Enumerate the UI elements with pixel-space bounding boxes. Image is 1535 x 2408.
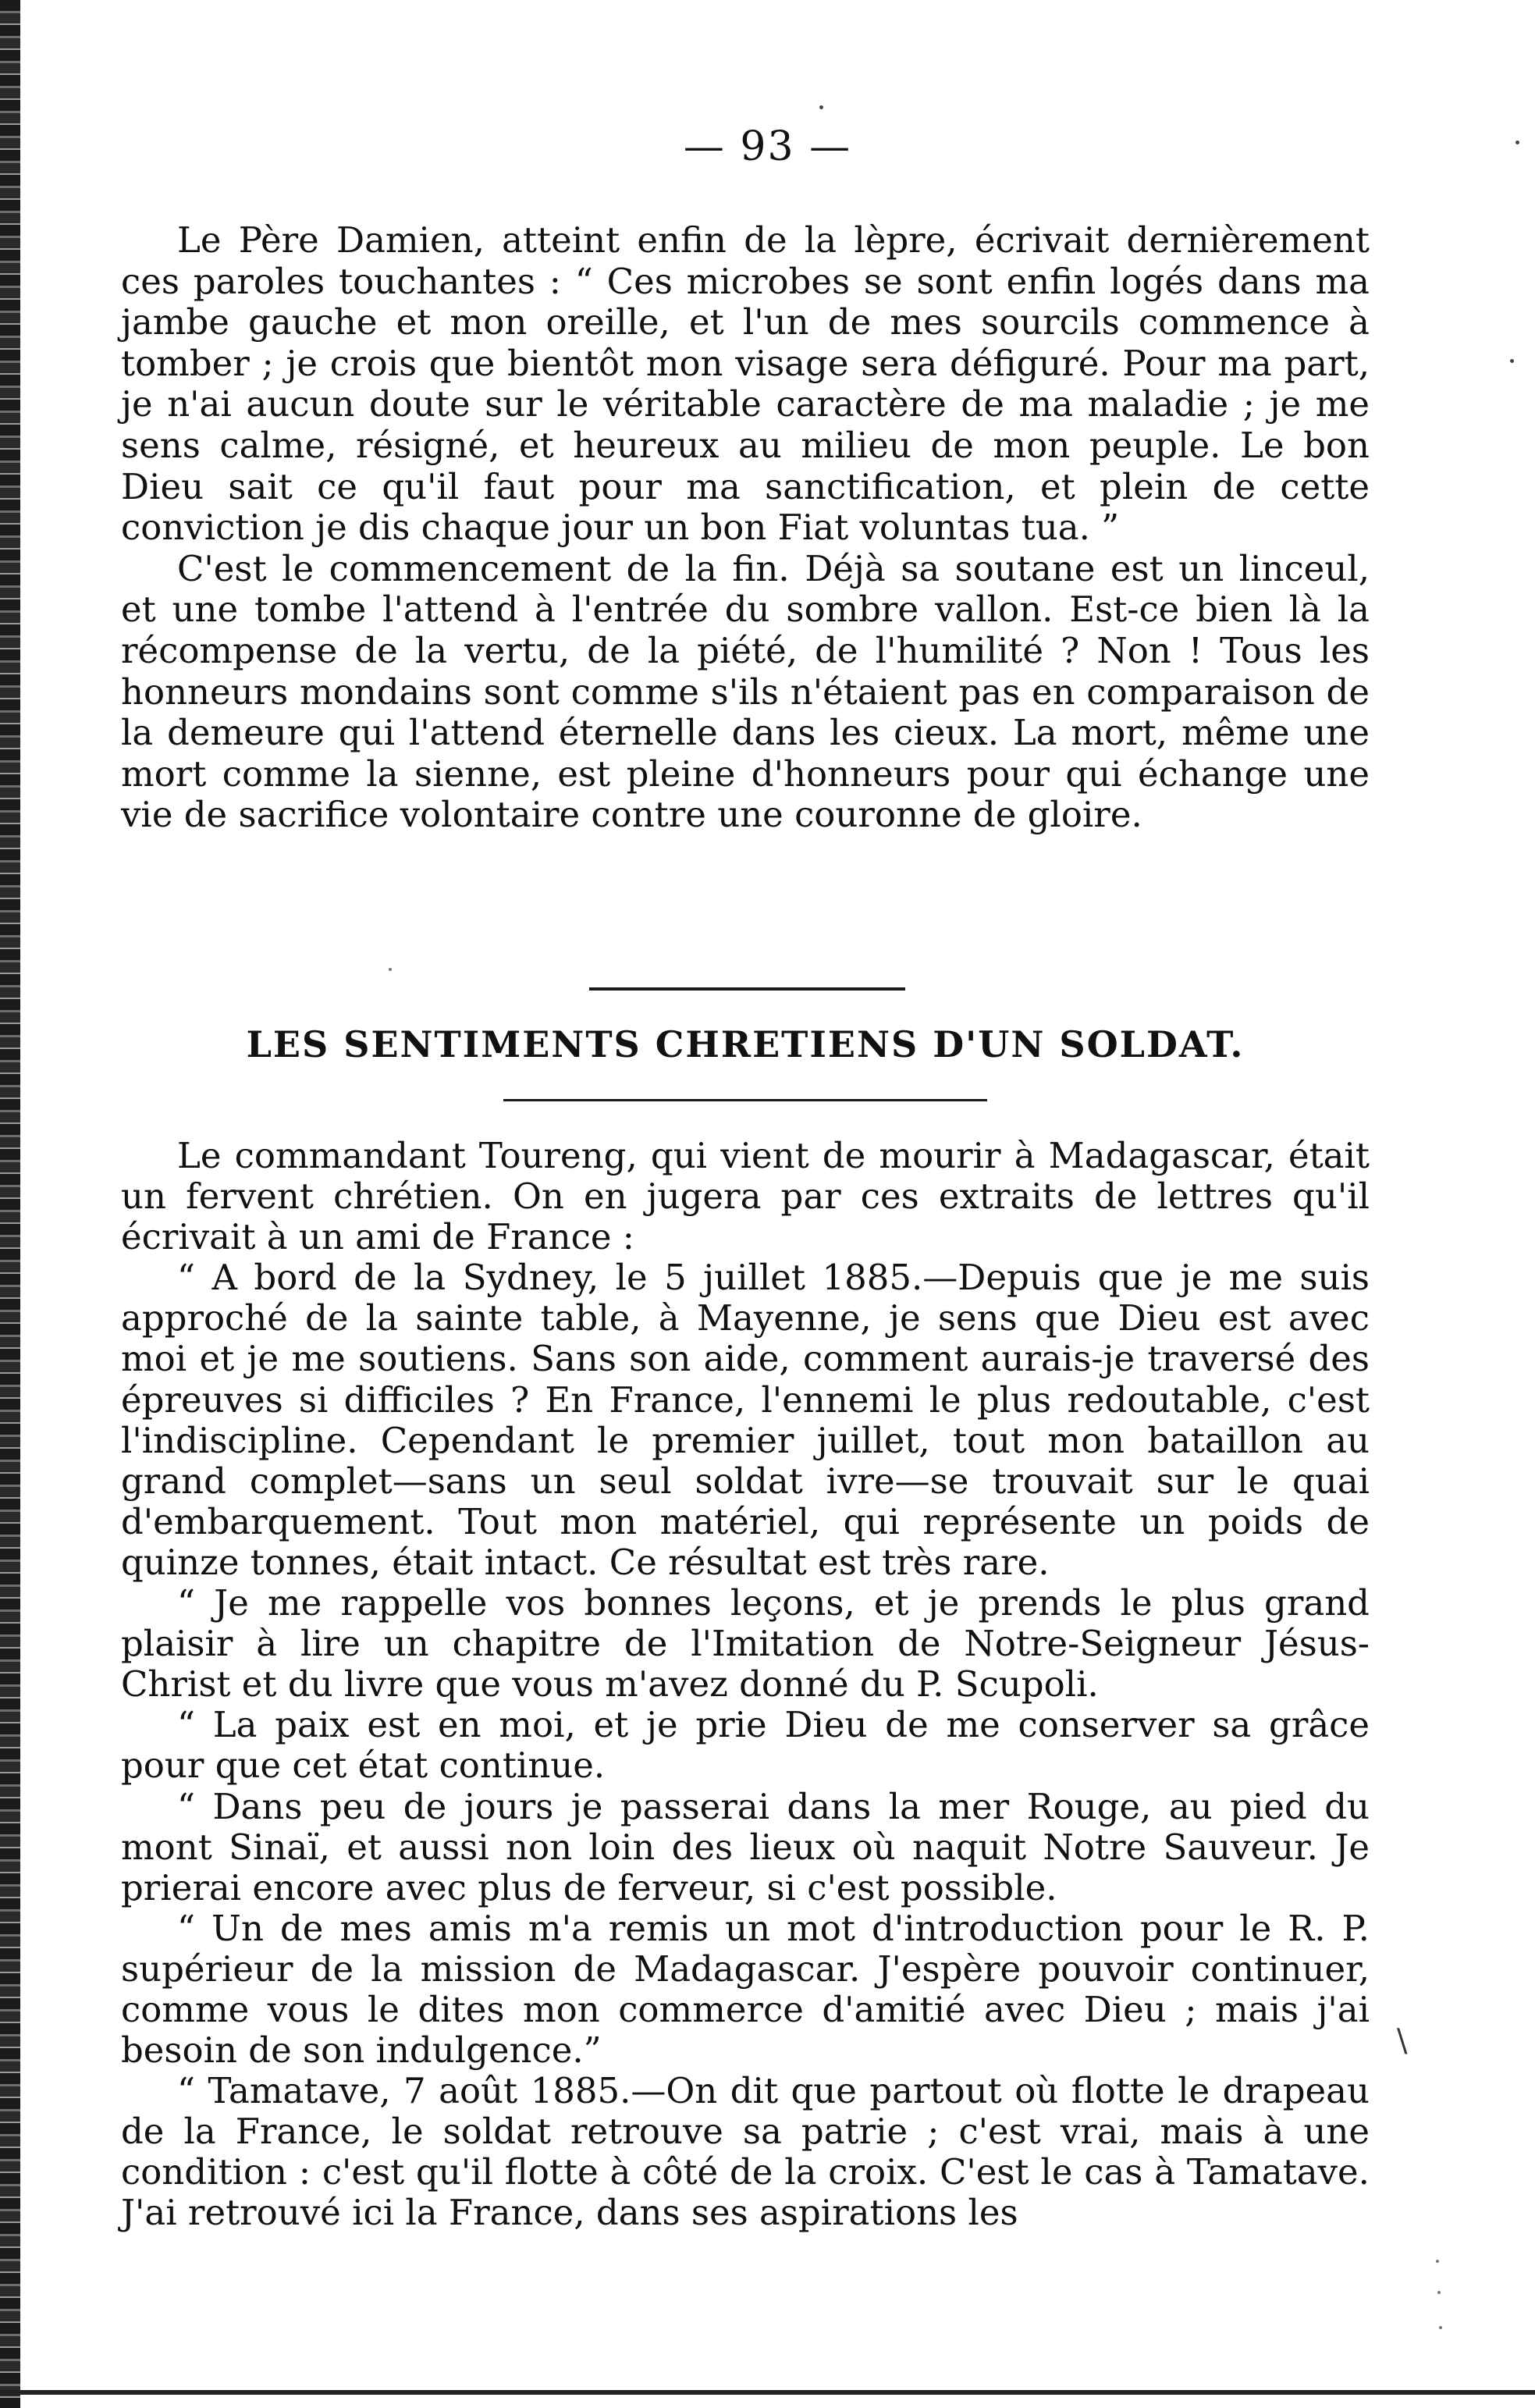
paragraph: “ A bord de la Sydney, le 5 juillet 1885.—Depuis que je me suis approché de la sainte table, à Mayenne, je sens que Dieu est avec moi et je me soutiens. Sans son aide, comment aurais-je traversé des épreuves si difficiles ? En France, l'ennemi le plus redoutable, c'est l'indiscipline. Cependant le premier juillet, tout mon bataillon au grand complet—sans un seul soldat ivre—se trouvait sur le quai d'embarquement. Tout mon matériel, qui représente un poids de quinze tonnes, était intact. Ce résultat est très rare. [121,1257,1370,1583]
paragraph: “ Tamatave, 7 août 1885.—On dit que partout où flotte le drapeau de la France, le soldat retrouve sa patrie ; c'est vrai, mais à une condition : c'est qu'il flotte à côté de la croix. C'est le cas à Tamatave. J'ai retrouvé ici la France, dans ses aspirations les [121,2070,1370,2234]
paragraph: “ Je me rappelle vos bonnes leçons, et je prends le plus grand plaisir à lire un chapitre de l'Imitation de Notre-Seigneur Jésus-Christ et du livre que vous m'avez donné du P. Scupoli. [121,1582,1370,1706]
binding-edge [0,0,20,2408]
paragraph: C'est le commencement de la fin. Déjà sa soutane est un linceul, et une tombe l'attend à l'entrée du sombre vallon. Est-ce bien là la récompense de la vertu, de la piété, de l'humilité ? Non ! Tous les honneurs mondains sont comme s'ils n'étaient pas en comparaison de la demeure qui l'attend éternelle dans les cieux. La mort, même une mort comme la sienne, est pleine d'honneurs pour qui échange une vie de sacrifice volontaire contre une couronne de gloire. [121,547,1370,836]
bottom-rule [0,2390,1535,2395]
section-heading: LES SENTIMENTS CHRETIENS D'UN SOLDAT. [246,1023,1245,1065]
speck-mark [389,968,392,971]
text-block-soldat [121,1136,1370,2234]
speck-mark [1437,2291,1441,2294]
speck-mark [1436,2260,1439,2263]
text-block-damien [121,220,1370,836]
paragraph: “ Un de mes amis m'a remis un mot d'introduction pour le R. P. supérieur de la mission de Madagascar. J'espère pouvoir continuer, comme vous le dites mon commerce d'amitié avec Dieu ; mais j'ai besoin de son indulgence.” [121,1907,1370,2072]
speck-mark [1510,359,1514,363]
section-divider [589,987,905,991]
paragraph: Le Père Damien, atteint enfin de la lèpre, écrivait dernièrement ces paroles touchantes : “ Ces microbes se sont enfin logés dans ma jambe gauche et mon oreille, et l'un de mes sourcils commence à tomber ; je crois que bientôt mon visage sera défiguré. Pour ma part, je n'ai aucun doute sur le véritable caractère de ma maladie ; je me sens calme, résigné, et heureux au milieu de mon peuple. Le bon Dieu sait ce qu'il faut pour ma sanctification, et plein de cette conviction je dis chaque jour un bon Fiat voluntas tua. ” [121,219,1370,549]
paragraph: “ Dans peu de jours je passerai dans la mer Rouge, au pied du mont Sinaï, et aussi non loin des lieux où naquit Notre Sauveur. Je prierai encore avec plus de ferveur, si c'est possible. [121,1785,1370,1908]
speck-mark [1515,140,1519,144]
paragraph: “ La paix est en moi, et je prie Dieu de me conserver sa grâce pour que cet état continue. [121,1704,1370,1787]
margin-backslash-mark: \ [1397,2023,1408,2059]
speck-mark [1439,2326,1442,2329]
paragraph: Le commandant Toureng, qui vient de mourir à Madagascar, était un fervent chrétien. On en jugera par ces extraits de lettres qu'il écrivait à un ami de France : [121,1135,1370,1258]
heading-rule [503,1099,987,1101]
page-number: — 93 — [683,123,852,170]
speck-mark [819,105,823,109]
